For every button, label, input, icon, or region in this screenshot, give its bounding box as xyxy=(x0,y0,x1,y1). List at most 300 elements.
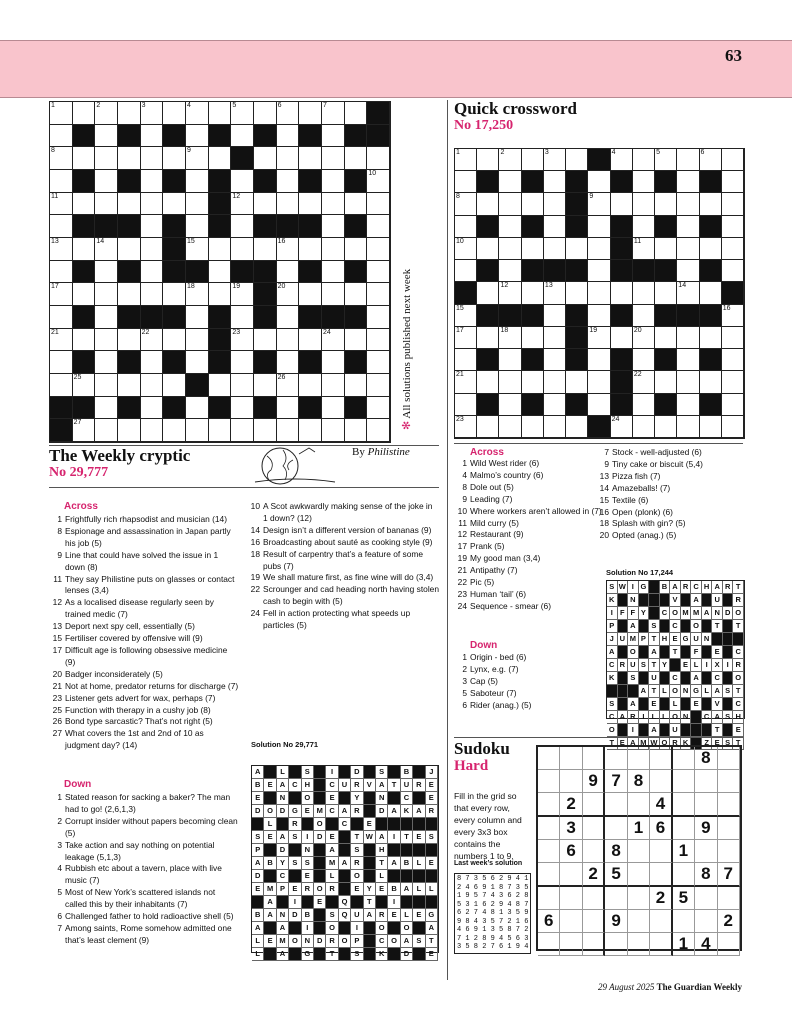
sudoku-cell[interactable]: 8 xyxy=(628,770,650,793)
grid-square[interactable] xyxy=(299,238,322,261)
sudoku-cell[interactable] xyxy=(718,933,740,956)
grid-square[interactable] xyxy=(322,397,345,420)
grid-square[interactable] xyxy=(700,282,722,304)
sudoku-cell[interactable]: 5 xyxy=(605,863,627,887)
grid-square[interactable] xyxy=(477,193,499,215)
grid-square[interactable] xyxy=(118,102,141,125)
grid-square[interactable] xyxy=(277,397,300,420)
grid-square[interactable] xyxy=(633,171,655,193)
grid-square[interactable] xyxy=(186,147,209,170)
grid-square[interactable] xyxy=(522,149,544,171)
grid-square[interactable] xyxy=(254,419,277,442)
grid-square[interactable] xyxy=(163,283,186,306)
grid-square[interactable] xyxy=(544,216,566,238)
grid-square[interactable] xyxy=(677,349,699,371)
grid-square[interactable] xyxy=(95,125,118,148)
sudoku-cell[interactable] xyxy=(650,863,672,887)
grid-square[interactable] xyxy=(700,238,722,260)
grid-square[interactable] xyxy=(455,349,477,371)
grid-square[interactable] xyxy=(345,419,368,442)
sudoku-cell[interactable] xyxy=(538,863,560,887)
grid-square[interactable] xyxy=(186,329,209,352)
sudoku-cell[interactable] xyxy=(628,863,650,887)
sudoku-cell[interactable] xyxy=(628,910,650,933)
grid-square[interactable] xyxy=(50,215,73,238)
grid-square[interactable] xyxy=(73,419,96,442)
grid-square[interactable] xyxy=(277,419,300,442)
grid-square[interactable] xyxy=(455,416,477,438)
grid-square[interactable] xyxy=(50,283,73,306)
grid-square[interactable] xyxy=(209,283,232,306)
grid-square[interactable] xyxy=(95,238,118,261)
sudoku-cell[interactable]: 7 xyxy=(605,770,627,793)
grid-square[interactable] xyxy=(95,306,118,329)
grid-square[interactable] xyxy=(477,416,499,438)
grid-square[interactable] xyxy=(367,261,390,284)
grid-square[interactable] xyxy=(499,171,521,193)
grid-square[interactable] xyxy=(231,283,254,306)
grid-square[interactable] xyxy=(209,419,232,442)
grid-square[interactable] xyxy=(50,374,73,397)
grid-square[interactable] xyxy=(700,371,722,393)
sudoku-cell[interactable] xyxy=(538,793,560,817)
grid-square[interactable] xyxy=(633,305,655,327)
grid-square[interactable] xyxy=(722,349,744,371)
grid-square[interactable] xyxy=(299,419,322,442)
grid-square[interactable] xyxy=(163,147,186,170)
grid-square[interactable] xyxy=(163,102,186,125)
sudoku-cell[interactable] xyxy=(673,910,695,933)
sudoku-cell[interactable] xyxy=(583,910,605,933)
grid-square[interactable] xyxy=(588,371,610,393)
grid-square[interactable] xyxy=(499,371,521,393)
grid-square[interactable] xyxy=(186,170,209,193)
grid-square[interactable] xyxy=(231,102,254,125)
grid-square[interactable] xyxy=(633,371,655,393)
grid-square[interactable] xyxy=(231,306,254,329)
grid-square[interactable] xyxy=(50,351,73,374)
grid-square[interactable] xyxy=(677,238,699,260)
grid-square[interactable] xyxy=(231,215,254,238)
sudoku-cell[interactable]: 9 xyxy=(695,817,717,840)
grid-square[interactable] xyxy=(186,238,209,261)
grid-square[interactable] xyxy=(588,305,610,327)
sudoku-cell[interactable] xyxy=(650,933,672,956)
grid-square[interactable] xyxy=(277,125,300,148)
grid-square[interactable] xyxy=(499,282,521,304)
grid-square[interactable] xyxy=(141,283,164,306)
sudoku-cell[interactable] xyxy=(605,747,627,770)
grid-square[interactable] xyxy=(455,171,477,193)
grid-square[interactable] xyxy=(95,147,118,170)
sudoku-cell[interactable] xyxy=(538,840,560,863)
grid-square[interactable] xyxy=(655,238,677,260)
sudoku-cell[interactable]: 2 xyxy=(650,887,672,910)
sudoku-cell[interactable]: 1 xyxy=(673,933,695,956)
grid-square[interactable] xyxy=(209,261,232,284)
sudoku-cell[interactable] xyxy=(583,817,605,840)
grid-square[interactable] xyxy=(95,419,118,442)
grid-square[interactable] xyxy=(95,283,118,306)
grid-square[interactable] xyxy=(299,193,322,216)
sudoku-cell[interactable]: 6 xyxy=(560,840,582,863)
grid-square[interactable] xyxy=(73,374,96,397)
sudoku-cell[interactable]: 9 xyxy=(605,910,627,933)
grid-square[interactable] xyxy=(677,327,699,349)
grid-square[interactable] xyxy=(231,193,254,216)
grid-square[interactable] xyxy=(633,216,655,238)
sudoku-cell[interactable]: 6 xyxy=(538,910,560,933)
sudoku-cell[interactable]: 1 xyxy=(673,840,695,863)
grid-square[interactable] xyxy=(277,193,300,216)
grid-square[interactable] xyxy=(499,416,521,438)
grid-square[interactable] xyxy=(633,238,655,260)
grid-square[interactable] xyxy=(367,215,390,238)
grid-square[interactable] xyxy=(231,238,254,261)
grid-square[interactable] xyxy=(322,215,345,238)
grid-square[interactable] xyxy=(141,397,164,420)
grid-square[interactable] xyxy=(322,125,345,148)
sudoku-cell[interactable]: 8 xyxy=(605,840,627,863)
grid-square[interactable] xyxy=(367,238,390,261)
grid-square[interactable] xyxy=(277,351,300,374)
grid-square[interactable] xyxy=(722,416,744,438)
grid-square[interactable] xyxy=(455,327,477,349)
grid-square[interactable] xyxy=(95,102,118,125)
sudoku-cell[interactable]: 4 xyxy=(650,793,672,817)
grid-square[interactable] xyxy=(163,193,186,216)
grid-square[interactable] xyxy=(345,102,368,125)
grid-square[interactable] xyxy=(141,329,164,352)
grid-square[interactable] xyxy=(141,125,164,148)
sudoku-cell[interactable] xyxy=(583,933,605,956)
sudoku-cell[interactable] xyxy=(560,933,582,956)
grid-square[interactable] xyxy=(455,260,477,282)
grid-square[interactable] xyxy=(50,329,73,352)
sudoku-cell[interactable] xyxy=(650,747,672,770)
grid-square[interactable] xyxy=(477,371,499,393)
sudoku-cell[interactable]: 2 xyxy=(718,910,740,933)
grid-square[interactable] xyxy=(588,238,610,260)
grid-square[interactable] xyxy=(722,394,744,416)
grid-square[interactable] xyxy=(299,374,322,397)
grid-square[interactable] xyxy=(655,282,677,304)
grid-square[interactable] xyxy=(722,371,744,393)
grid-square[interactable] xyxy=(118,238,141,261)
grid-square[interactable] xyxy=(367,283,390,306)
sudoku-cell[interactable] xyxy=(628,933,650,956)
grid-square[interactable] xyxy=(633,349,655,371)
sudoku-cell[interactable] xyxy=(538,770,560,793)
grid-square[interactable] xyxy=(95,329,118,352)
grid-square[interactable] xyxy=(722,171,744,193)
sudoku-cell[interactable] xyxy=(605,793,627,817)
grid-square[interactable] xyxy=(254,238,277,261)
grid-square[interactable] xyxy=(163,374,186,397)
grid-square[interactable] xyxy=(499,327,521,349)
grid-square[interactable] xyxy=(544,327,566,349)
grid-square[interactable] xyxy=(611,149,633,171)
grid-square[interactable] xyxy=(322,170,345,193)
grid-square[interactable] xyxy=(477,238,499,260)
grid-square[interactable] xyxy=(611,327,633,349)
sudoku-cell[interactable] xyxy=(718,817,740,840)
grid-square[interactable] xyxy=(277,329,300,352)
grid-square[interactable] xyxy=(231,125,254,148)
sudoku-cell[interactable] xyxy=(628,793,650,817)
grid-square[interactable] xyxy=(118,193,141,216)
grid-square[interactable] xyxy=(455,193,477,215)
grid-square[interactable] xyxy=(367,329,390,352)
grid-square[interactable] xyxy=(73,329,96,352)
grid-square[interactable] xyxy=(322,329,345,352)
grid-square[interactable] xyxy=(677,193,699,215)
grid-square[interactable] xyxy=(522,193,544,215)
sudoku-cell[interactable]: 4 xyxy=(695,933,717,956)
grid-square[interactable] xyxy=(477,149,499,171)
sudoku-cell[interactable] xyxy=(718,887,740,910)
grid-square[interactable] xyxy=(677,371,699,393)
grid-square[interactable] xyxy=(141,193,164,216)
grid-square[interactable] xyxy=(254,102,277,125)
grid-square[interactable] xyxy=(186,397,209,420)
grid-square[interactable] xyxy=(633,149,655,171)
grid-square[interactable] xyxy=(722,305,744,327)
grid-square[interactable] xyxy=(186,306,209,329)
grid-square[interactable] xyxy=(322,238,345,261)
grid-square[interactable] xyxy=(277,102,300,125)
grid-square[interactable] xyxy=(50,147,73,170)
sudoku-cell[interactable] xyxy=(695,910,717,933)
grid-square[interactable] xyxy=(345,283,368,306)
grid-square[interactable] xyxy=(118,283,141,306)
grid-square[interactable] xyxy=(141,238,164,261)
grid-square[interactable] xyxy=(722,149,744,171)
grid-square[interactable] xyxy=(73,193,96,216)
grid-square[interactable] xyxy=(277,261,300,284)
grid-square[interactable] xyxy=(186,125,209,148)
grid-square[interactable] xyxy=(677,171,699,193)
grid-square[interactable] xyxy=(118,374,141,397)
sudoku-cell[interactable] xyxy=(628,887,650,910)
grid-square[interactable] xyxy=(611,282,633,304)
grid-square[interactable] xyxy=(254,147,277,170)
sudoku-cell[interactable] xyxy=(695,770,717,793)
sudoku-cell[interactable] xyxy=(650,770,672,793)
sudoku-cell[interactable]: 6 xyxy=(650,817,672,840)
grid-square[interactable] xyxy=(231,329,254,352)
grid-square[interactable] xyxy=(722,260,744,282)
grid-square[interactable] xyxy=(544,416,566,438)
grid-square[interactable] xyxy=(50,306,73,329)
grid-square[interactable] xyxy=(588,327,610,349)
grid-square[interactable] xyxy=(588,216,610,238)
sudoku-cell[interactable] xyxy=(673,817,695,840)
grid-square[interactable] xyxy=(299,147,322,170)
grid-square[interactable] xyxy=(367,374,390,397)
grid-square[interactable] xyxy=(141,147,164,170)
grid-square[interactable] xyxy=(95,351,118,374)
grid-square[interactable] xyxy=(633,193,655,215)
grid-square[interactable] xyxy=(50,125,73,148)
grid-square[interactable] xyxy=(367,419,390,442)
grid-square[interactable] xyxy=(118,147,141,170)
sudoku-cell[interactable]: 8 xyxy=(695,863,717,887)
grid-square[interactable] xyxy=(499,238,521,260)
grid-square[interactable] xyxy=(231,374,254,397)
grid-square[interactable] xyxy=(322,147,345,170)
grid-square[interactable] xyxy=(50,102,73,125)
grid-square[interactable] xyxy=(544,394,566,416)
grid-square[interactable] xyxy=(522,282,544,304)
grid-square[interactable] xyxy=(566,416,588,438)
sudoku-cell[interactable]: 7 xyxy=(718,863,740,887)
grid-square[interactable] xyxy=(588,260,610,282)
grid-square[interactable] xyxy=(186,419,209,442)
grid-square[interactable] xyxy=(231,397,254,420)
grid-square[interactable] xyxy=(209,374,232,397)
sudoku-cell[interactable] xyxy=(583,840,605,863)
sudoku-cell[interactable]: 2 xyxy=(583,863,605,887)
grid-square[interactable] xyxy=(299,283,322,306)
grid-square[interactable] xyxy=(499,349,521,371)
grid-square[interactable] xyxy=(367,397,390,420)
sudoku-cell[interactable] xyxy=(673,863,695,887)
grid-square[interactable] xyxy=(277,147,300,170)
grid-square[interactable] xyxy=(566,282,588,304)
grid-square[interactable] xyxy=(95,261,118,284)
grid-square[interactable] xyxy=(611,193,633,215)
sudoku-cell[interactable] xyxy=(538,933,560,956)
sudoku-cell[interactable]: 5 xyxy=(673,887,695,910)
grid-square[interactable] xyxy=(499,216,521,238)
grid-square[interactable] xyxy=(722,238,744,260)
grid-square[interactable] xyxy=(633,327,655,349)
grid-square[interactable] xyxy=(367,351,390,374)
sudoku-cell[interactable] xyxy=(605,817,627,840)
sudoku-cell[interactable] xyxy=(718,770,740,793)
grid-square[interactable] xyxy=(677,149,699,171)
grid-square[interactable] xyxy=(95,397,118,420)
sudoku-cell[interactable] xyxy=(695,840,717,863)
grid-square[interactable] xyxy=(522,416,544,438)
grid-square[interactable] xyxy=(95,170,118,193)
grid-square[interactable] xyxy=(677,216,699,238)
grid-square[interactable] xyxy=(455,305,477,327)
grid-square[interactable] xyxy=(588,193,610,215)
grid-square[interactable] xyxy=(322,419,345,442)
grid-square[interactable] xyxy=(345,238,368,261)
grid-square[interactable] xyxy=(231,419,254,442)
grid-square[interactable] xyxy=(544,371,566,393)
sudoku-cell[interactable] xyxy=(650,840,672,863)
grid-square[interactable] xyxy=(367,193,390,216)
grid-square[interactable] xyxy=(566,238,588,260)
grid-square[interactable] xyxy=(499,149,521,171)
sudoku-cell[interactable] xyxy=(560,863,582,887)
sudoku-cell[interactable] xyxy=(673,793,695,817)
grid-square[interactable] xyxy=(655,327,677,349)
grid-square[interactable] xyxy=(141,261,164,284)
grid-square[interactable] xyxy=(141,170,164,193)
grid-square[interactable] xyxy=(186,193,209,216)
sudoku-cell[interactable] xyxy=(718,747,740,770)
grid-square[interactable] xyxy=(544,171,566,193)
grid-square[interactable] xyxy=(544,349,566,371)
grid-square[interactable] xyxy=(345,147,368,170)
grid-square[interactable] xyxy=(141,215,164,238)
grid-square[interactable] xyxy=(544,238,566,260)
grid-square[interactable] xyxy=(722,193,744,215)
grid-square[interactable] xyxy=(118,419,141,442)
grid-square[interactable] xyxy=(677,260,699,282)
grid-square[interactable] xyxy=(186,215,209,238)
grid-square[interactable] xyxy=(277,170,300,193)
grid-square[interactable] xyxy=(163,419,186,442)
grid-square[interactable] xyxy=(588,394,610,416)
grid-square[interactable] xyxy=(50,193,73,216)
sudoku-cell[interactable] xyxy=(560,910,582,933)
grid-square[interactable] xyxy=(655,371,677,393)
grid-square[interactable] xyxy=(655,416,677,438)
grid-square[interactable] xyxy=(95,193,118,216)
grid-square[interactable] xyxy=(477,282,499,304)
grid-square[interactable] xyxy=(677,394,699,416)
grid-square[interactable] xyxy=(722,327,744,349)
sudoku-cell[interactable] xyxy=(560,747,582,770)
grid-square[interactable] xyxy=(231,170,254,193)
grid-square[interactable] xyxy=(141,351,164,374)
grid-square[interactable] xyxy=(611,416,633,438)
grid-square[interactable] xyxy=(73,147,96,170)
grid-square[interactable] xyxy=(299,329,322,352)
grid-square[interactable] xyxy=(633,394,655,416)
grid-square[interactable] xyxy=(499,260,521,282)
sudoku-cell[interactable]: 8 xyxy=(695,747,717,770)
grid-square[interactable] xyxy=(633,416,655,438)
grid-square[interactable] xyxy=(522,371,544,393)
grid-square[interactable] xyxy=(186,283,209,306)
grid-square[interactable] xyxy=(254,329,277,352)
grid-square[interactable] xyxy=(277,306,300,329)
grid-square[interactable] xyxy=(163,329,186,352)
grid-square[interactable] xyxy=(95,374,118,397)
grid-square[interactable] xyxy=(141,374,164,397)
sudoku-cell[interactable] xyxy=(605,933,627,956)
grid-square[interactable] xyxy=(455,149,477,171)
sudoku-cell[interactable] xyxy=(628,840,650,863)
sudoku-cell[interactable] xyxy=(695,793,717,817)
grid-square[interactable] xyxy=(677,282,699,304)
grid-square[interactable] xyxy=(455,238,477,260)
grid-square[interactable] xyxy=(345,374,368,397)
grid-square[interactable] xyxy=(73,102,96,125)
grid-square[interactable] xyxy=(209,238,232,261)
grid-square[interactable] xyxy=(209,147,232,170)
sudoku-cell[interactable] xyxy=(718,793,740,817)
sudoku-cell[interactable] xyxy=(538,817,560,840)
grid-square[interactable] xyxy=(566,371,588,393)
sudoku-cell[interactable] xyxy=(560,887,582,910)
grid-square[interactable] xyxy=(322,283,345,306)
grid-square[interactable] xyxy=(499,394,521,416)
grid-square[interactable] xyxy=(544,193,566,215)
sudoku-cell[interactable] xyxy=(673,770,695,793)
sudoku-cell[interactable] xyxy=(650,910,672,933)
grid-square[interactable] xyxy=(231,351,254,374)
grid-square[interactable] xyxy=(322,102,345,125)
grid-square[interactable] xyxy=(722,216,744,238)
